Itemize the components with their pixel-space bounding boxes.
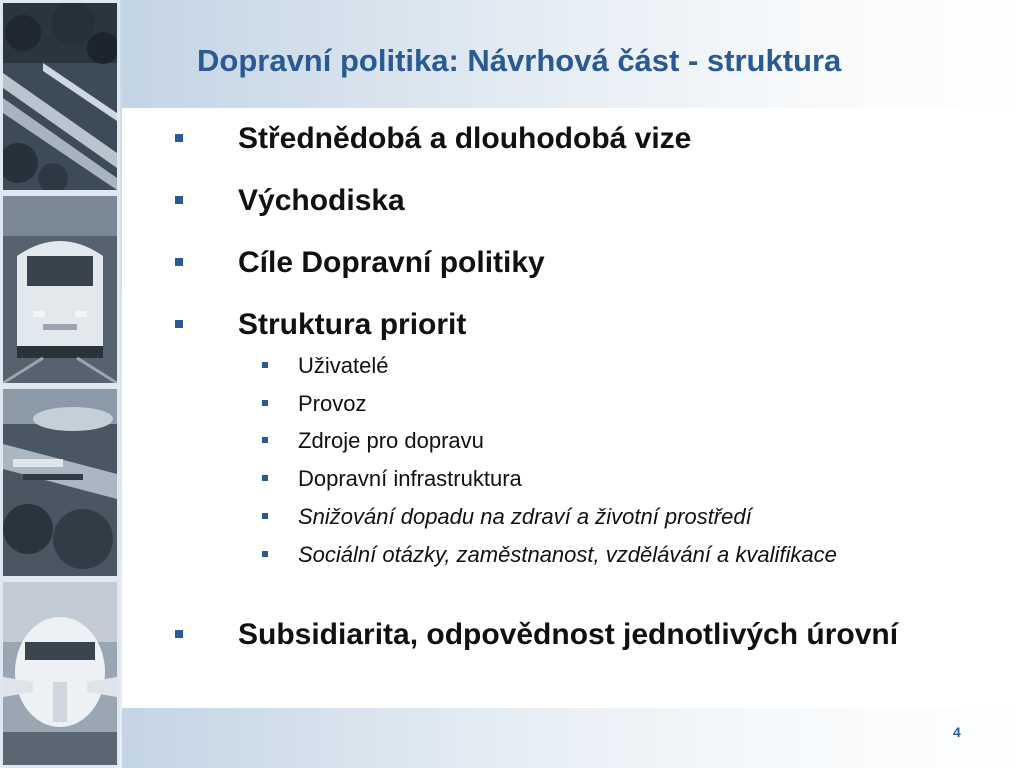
airplane-photo (3, 582, 117, 765)
sub-bullet-item (298, 353, 918, 379)
sub-bullet-item (298, 466, 918, 492)
sub-bullet-item (298, 428, 918, 454)
bullet-square-icon (262, 513, 268, 519)
sub-bullet-text: Dopravní infrastruktura (298, 466, 522, 491)
strip-divider (120, 0, 122, 768)
bullet-square-icon (262, 475, 268, 481)
sub-bullet-item (298, 542, 878, 568)
bullet-text: Struktura priorit (238, 308, 467, 341)
bullet-square-icon (175, 630, 183, 638)
sub-bullet-item (298, 504, 918, 530)
slide-title: Dopravní politika: Návrhová část - struktura (197, 43, 842, 78)
port-photo (3, 389, 117, 576)
bullet-text: Střednědobá a dlouhodobá vize (238, 122, 692, 155)
bullet-text: Subsidiarita, odpovědnost jednotlivých úrovní (238, 618, 899, 651)
bullet-square-icon (175, 258, 183, 266)
bullet-item (238, 184, 968, 218)
sub-bullet-text: Provoz (298, 391, 367, 416)
bullet-item (238, 308, 968, 342)
train-photo (3, 196, 117, 383)
bullet-item (238, 618, 938, 652)
bullet-square-icon (175, 320, 183, 328)
photo-strip (0, 0, 120, 768)
bullet-square-icon (262, 437, 268, 443)
bullet-square-icon (262, 551, 268, 557)
bullet-text: Cíle Dopravní politiky (238, 246, 545, 279)
sub-bullet-text: Sociální otázky, zaměstnanost, vzdělávání a kvalifikace (298, 542, 837, 567)
sub-bullet-text: Snižování dopadu na zdraví a životní prostředí (298, 504, 752, 529)
sub-bullet-text: Zdroje pro dopravu (298, 428, 484, 453)
highway-photo (3, 3, 117, 190)
bullet-square-icon (175, 134, 183, 142)
page-number: 4 (953, 724, 961, 740)
sub-bullet-item (298, 391, 918, 417)
bullet-item (238, 122, 968, 156)
sub-bullet-text: Uživatelé (298, 353, 389, 378)
bullet-square-icon (175, 196, 183, 204)
bullet-text: Východiska (238, 184, 405, 217)
bullet-item (238, 246, 968, 280)
bullet-square-icon (262, 362, 268, 368)
footer-band (122, 708, 1024, 768)
bullet-square-icon (262, 400, 268, 406)
